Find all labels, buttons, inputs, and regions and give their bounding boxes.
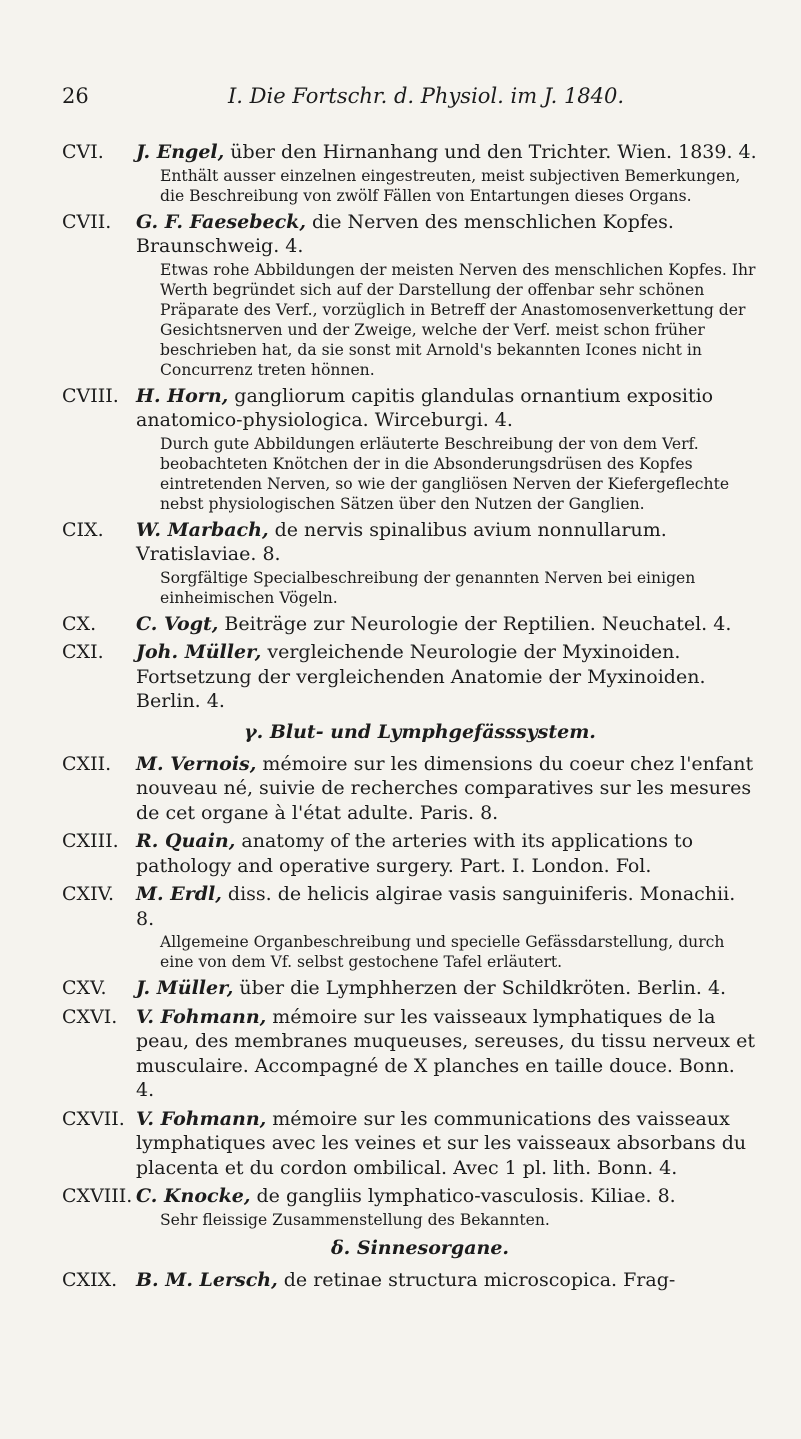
entry-note: Sorgfältige Specialbeschreibung der genannten Nerven bei einigen einheimischen Vögeln. — [160, 568, 696, 607]
entry-citation — [136, 140, 758, 165]
entry-title: über den Hirnanhang und den Trichter. Wien. 1839. 4. — [224, 141, 757, 163]
entry-citation — [136, 882, 758, 931]
bib-entry — [62, 882, 758, 972]
entry-number: CXVI. — [62, 1005, 118, 1028]
entry-author: J. Engel, — [136, 141, 225, 163]
entry-note: Sehr fleissige Zusammenstellung des Bekannten. — [160, 1210, 550, 1229]
entry-number: CXII. — [62, 752, 112, 775]
bib-entry — [62, 384, 758, 514]
entry-author: B. M. Lersch, — [136, 1268, 278, 1291]
entry-title: mémoire sur les vaisseaux lymphatiques de la peau, des membranes muqueuses, sereuses, du tissu nerveux et musculaire. Accompagné de X planches en taille douce. Bonn. 4. — [136, 1005, 756, 1101]
entry-citation — [136, 1184, 758, 1209]
entry-title: mémoire sur les dimensions du coeur chez l'enfant nouveau né, suivie de recherches comparatives sur les mesures de cet organe à l'état adulte. Paris. 8. — [136, 752, 754, 824]
bib-entry — [62, 829, 758, 878]
entry-author: G. F. Faesebeck, — [136, 210, 306, 233]
entry-number: CVII. — [62, 210, 112, 233]
bib-entry — [62, 1107, 758, 1181]
entry-citation — [136, 752, 758, 826]
entry-number: CX. — [62, 612, 97, 635]
entry-note: Allgemeine Organbeschreibung und specielle Gefässdarstellung, durch eine von dem Vf. selbst gestochene Tafel erläutert. — [160, 933, 725, 971]
entry-number: CXVII. — [62, 1107, 125, 1130]
bib-entry — [62, 752, 758, 826]
entry-citation — [136, 612, 758, 637]
entry-citation — [136, 1107, 758, 1181]
running-head: I. Die Fortschr. d. Physiol. im J. 1840. — [228, 84, 625, 108]
entry-note: Durch gute Abbildungen erläuterte Beschreibung der von dem Verf. beobachteten Knötchen der in die Absonderungsdrüsen des Kopfes eintretenden Nerven, so wie der gangliösen Nerven der Kiefergeflechte nebst physiologischen Sätzen über den Nutzen der Ganglien. — [160, 434, 730, 513]
entry-citation — [136, 1005, 758, 1103]
entry-author: V. Fohmann, — [136, 1005, 267, 1028]
entry-citation — [136, 384, 758, 433]
section-heading-sense-organs: δ. Sinnesorgane. — [330, 1236, 510, 1259]
entry-author: J. Müller, — [136, 977, 234, 999]
entry-number: CXI. — [62, 641, 104, 663]
entry-title: de gangliis lymphatico-vasculosis. Kiliae. 8. — [250, 1185, 676, 1207]
entry-title: gangliorum capitis glandulas ornantium expositio anatomico-physiologica. Wirceburgi. 4. — [136, 384, 714, 431]
section-heading-blood-lymph: γ. Blut- und Lymphgefässsystem. — [244, 720, 596, 743]
bib-entry — [62, 976, 758, 1001]
entry-citation — [136, 210, 758, 259]
entry-citation — [136, 976, 758, 1001]
bib-entry — [62, 1184, 758, 1230]
entry-author: Joh. Müller, — [136, 641, 262, 663]
entry-citation — [136, 518, 758, 567]
entry-number: CXIII. — [62, 830, 119, 852]
entry-title: de retinae structura microscopica. Frag- — [277, 1268, 676, 1291]
entry-author: R. Quain, — [136, 830, 236, 852]
entry-number: CIX. — [62, 518, 104, 541]
bib-entry — [62, 140, 758, 206]
entry-number: CXIX. — [62, 1268, 118, 1291]
entry-title: vergleichende Neurologie der Myxinoiden. Fortsetzung der vergleichenden Anatomie der Myxinoiden. Berlin. 4. — [136, 641, 706, 712]
entry-citation — [136, 1268, 758, 1293]
entry-number: CXV. — [62, 977, 107, 999]
entry-note: Enthält ausser einzelnen eingestreuten, meist subjectiven Bemerkungen, die Beschreibung von zwölf Fällen von Entartungen dieses Organs. — [160, 166, 741, 205]
bib-entry — [62, 210, 758, 380]
bib-entry — [62, 612, 758, 637]
entry-title: de nervis spinalibus avium nonnullarum. Vratislaviae. 8. — [136, 518, 667, 565]
entry-number: CVI. — [62, 141, 104, 163]
entry-title: diss. de helicis algirae vasis sanguiniferis. Monachii. 8. — [136, 883, 736, 930]
entry-citation — [136, 829, 758, 878]
entry-author: C. Vogt, — [136, 612, 219, 635]
bib-entry — [62, 640, 758, 714]
entry-number: CXVIII. — [62, 1185, 133, 1207]
entry-note: Etwas rohe Abbildungen der meisten Nerven des menschlichen Kopfes. Ihr Werth begründet sich auf der Darstellung der offenbar sehr schönen Präparate des Verf., vorzüglich in Betreff der Anastomosenverkettung der Gesichtsnerven und der Zweige, welche der Verf. meist schon früher beschrieben hat, da sie sonst mit Arnold's bekannten Icones nicht in Concurrenz treten hönnen. — [160, 260, 756, 379]
entry-title: über die Lymphherzen der Schildkröten. Berlin. 4. — [233, 977, 727, 999]
entry-author: W. Marbach, — [136, 518, 269, 541]
entry-citation — [136, 640, 758, 714]
bib-entry — [62, 518, 758, 608]
bib-entry — [62, 1005, 758, 1103]
entry-title: anatomy of the arteries with its applications to pathology and operative surgery. Part. I. London. Fol. — [136, 830, 694, 877]
entry-author: H. Horn, — [136, 384, 229, 407]
entry-title: mémoire sur les communications des vaisseaux lymphatiques avec les veines et sur les vaisseaux absorbans du placenta et du cordon ombilical. Avec 1 pl. lith. Bonn. 4. — [136, 1107, 747, 1179]
bib-entry — [62, 1268, 758, 1293]
entry-number: CXIV. — [62, 883, 115, 905]
entry-author: C. Knocke, — [136, 1185, 251, 1207]
entry-number: CVIII. — [62, 384, 119, 407]
page-number: 26 — [62, 84, 89, 108]
entry-title: die Nerven des menschlichen Kopfes. Braunschweig. 4. — [136, 210, 674, 257]
entry-title: Beiträge zur Neurologie der Reptilien. Neuchatel. 4. — [218, 612, 732, 635]
entry-author: V. Fohmann, — [136, 1107, 267, 1130]
entry-author: M. Erdl, — [136, 883, 222, 905]
bibliography-list — [0, 140, 801, 1292]
entry-author: M. Vernois, — [136, 752, 257, 775]
